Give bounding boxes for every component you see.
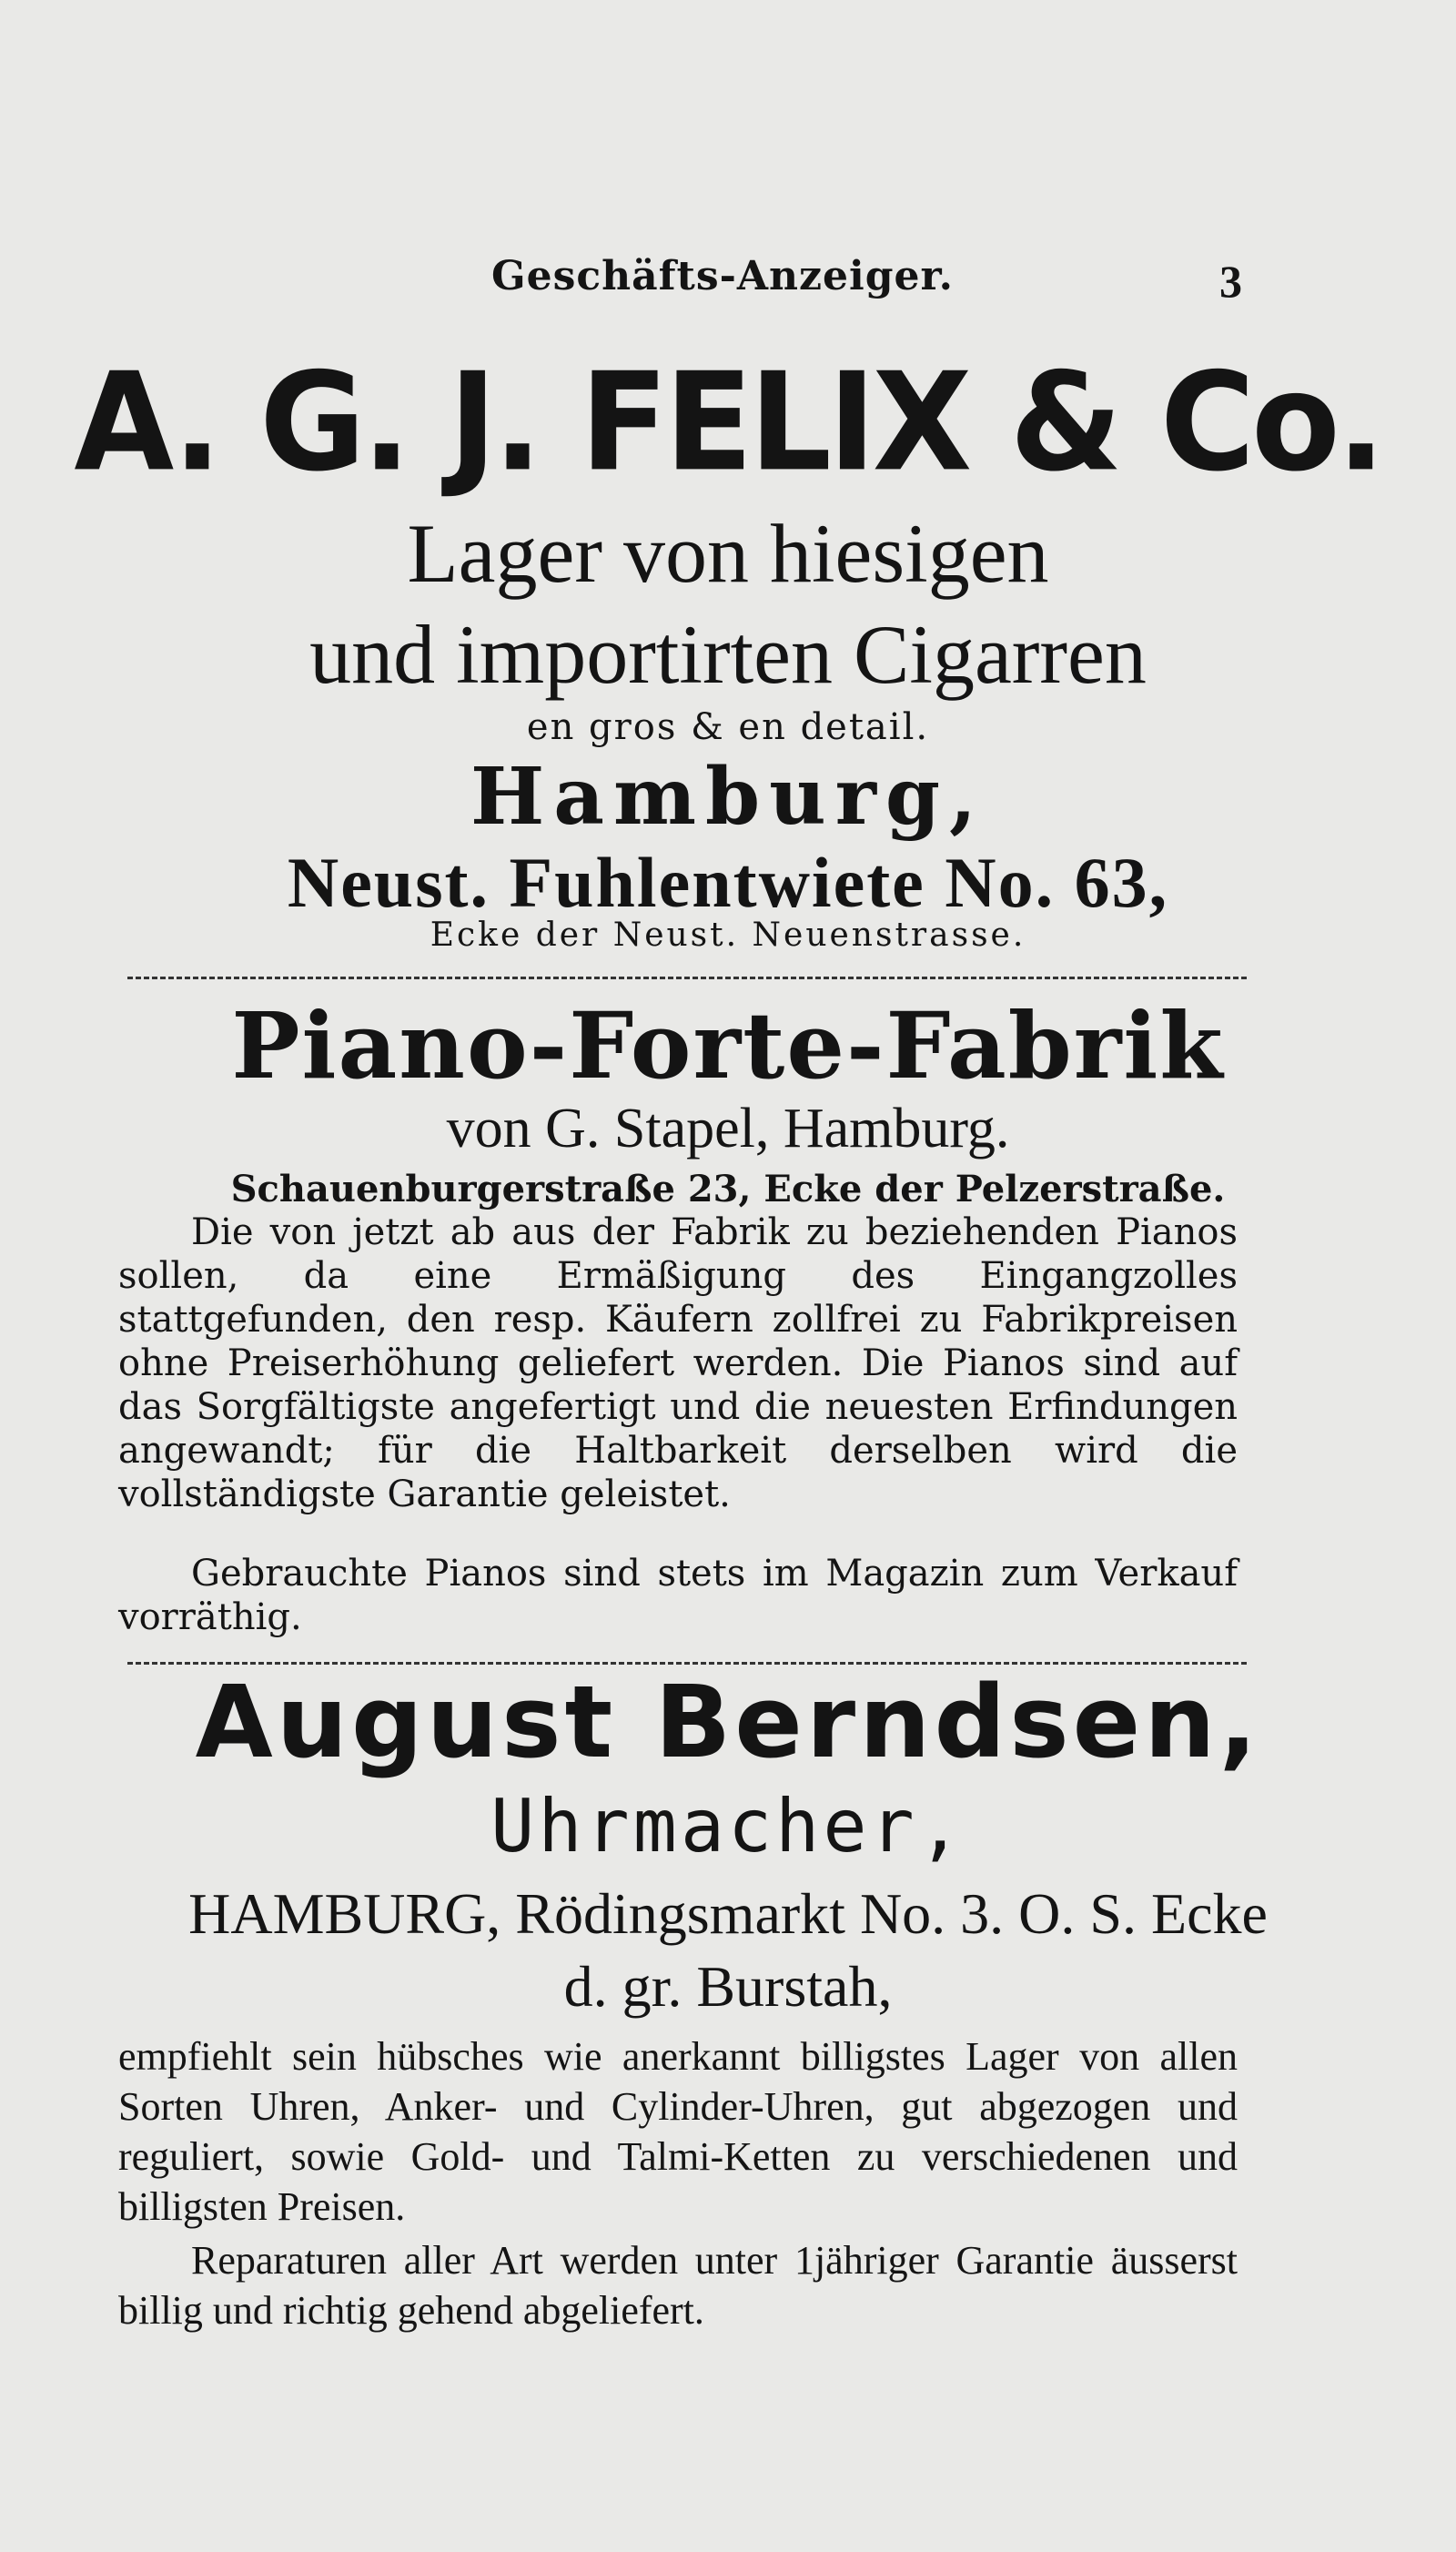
- berndsen-address-2: d. gr. Burstah,: [563, 1954, 893, 2019]
- felix-line-1: Lager von hiesigen: [407, 507, 1049, 600]
- piano-title: Piano-Forte-Fabrik: [231, 992, 1225, 1099]
- berndsen-trade: Uhrmacher,: [490, 1784, 966, 1868]
- berndsen-paragraph-2: Reparaturen aller Art werden unter 1jähriger Garantie äusserst billig und richtig gehend abgeliefert.: [118, 2238, 1238, 2333]
- felix-line-3: en gros & en detail.: [526, 706, 930, 748]
- felix-line-2: und importirten Cigarren: [309, 608, 1147, 701]
- felix-corner: Ecke der Neust. Neuenstrasse.: [430, 916, 1026, 954]
- divider: [127, 977, 1247, 979]
- felix-city: Hamburg,: [470, 751, 986, 843]
- berndsen-paragraph-1: empfiehlt sein hübsches wie anerkannt billigstes Lager von allen Sorten Uhren, Anker- und Cylinder-Uhren, gut abgezogen und reguliert, sowie Gold- und Talmi-Ketten zu verschiedenen und billigsten Preisen.: [118, 2034, 1238, 2229]
- piano-address: Schauenburgerstraße 23, Ecke der Pelzerstraße.: [230, 1168, 1226, 1210]
- page-number: 3: [1219, 256, 1242, 307]
- berndsen-name: August Berndsen,: [195, 1664, 1261, 1780]
- header-title: Geschäfts-Anzeiger.: [491, 253, 954, 299]
- felix-street: Neust. Fuhlentwiete No. 63,: [287, 843, 1169, 922]
- felix-company-name: A. G. J. FELIX & Co.: [74, 343, 1382, 502]
- berndsen-address-1: HAMBURG, Rödingsmarkt No. 3. O. S. Ecke: [188, 1881, 1268, 1946]
- piano-paragraph-1: Die von jetzt ab aus der Fabrik zu beziehenden Pianos sollen, da eine Ermäßigung des Eingangzolles stattgefunden, den resp. Käufern zollfrei zu Fabrikpreisen ohne Preiserhöhung geliefert werden. Die Pianos sind auf das Sorgfältigste angefertigt und die neuesten Erfindungen angewandt; für die Haltbarkeit derselben wird die vollständigste Garantie geleistet.: [118, 1211, 1238, 1515]
- piano-maker: von G. Stapel, Hamburg.: [446, 1098, 1010, 1160]
- piano-paragraph-2: Gebrauchte Pianos sind stets im Magazin zum Verkauf vorräthig.: [118, 1553, 1238, 1638]
- running-header: [0, 253, 1456, 308]
